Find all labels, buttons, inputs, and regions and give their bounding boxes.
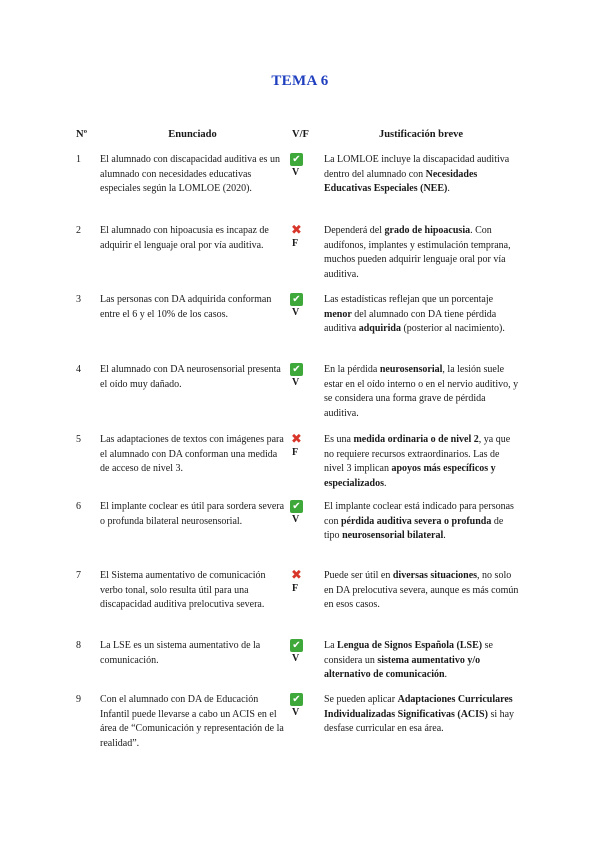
true-false-cell: [290, 693, 312, 721]
statement-text: El Sistema aumentativo de comunicación verbo tonal, solo resulta útil para una discapacidad auditiva prelocutiva severa.: [100, 570, 266, 611]
row-number: 5: [76, 434, 81, 445]
check-mark-icon: ✔: [290, 153, 303, 166]
justification-bold-fragment: Necesidades Educativas Especiales (NEE): [324, 168, 478, 195]
row-number: 7: [76, 570, 81, 581]
statement-text: Con el alumnado con DA de Educación Infantil puede llevarse a cabo un ACIS en el área de “Comunicación y representación de la realidad”.: [100, 694, 284, 749]
answer-letter: V: [292, 514, 300, 525]
true-false-cell: [290, 363, 312, 391]
justification-fragment: .: [447, 183, 450, 195]
row-number: 2: [76, 225, 81, 236]
justification-bold-fragment: neurosensorial bilateral: [342, 530, 444, 542]
row-number: 8: [76, 640, 81, 651]
justification-fragment: Se pueden aplicar: [324, 694, 398, 705]
cross-mark-icon: ✖: [291, 568, 302, 583]
justification-bold-fragment: pérdida auditiva severa o profunda: [340, 515, 492, 527]
justification-text: [324, 693, 520, 737]
check-mark-icon: ✔: [290, 500, 303, 513]
justification-text: [324, 500, 520, 544]
row-number: 6: [76, 501, 81, 512]
answer-letter: V: [292, 377, 300, 388]
check-mark-icon: ✔: [290, 293, 303, 306]
check-mark-icon: ✔: [290, 639, 303, 652]
statement-text: El alumnado con discapacidad auditiva es un alumnado con necesidades educativas especiales según la LOMLOE (2020).: [100, 154, 280, 195]
justification-fragment: .: [384, 477, 387, 489]
answer-letter: V: [292, 307, 300, 318]
check-mark-icon: ✔: [290, 693, 303, 706]
statement-text: El alumnado con DA neurosensorial presenta el oído muy dañado.: [100, 364, 281, 390]
justification-fragment: se considera un: [324, 640, 493, 666]
page-title: TEMA 6: [271, 73, 329, 89]
justification-fragment: Las estadísticas reflejan que un porcentaje: [324, 294, 494, 305]
justification-bold-fragment: diversas situaciones: [392, 570, 478, 581]
justification-bold-fragment: sistema aumentativo y/o alternativo de comunicación: [324, 654, 481, 681]
statement-text: El alumnado con hipoacusia es incapaz de adquirir el lenguaje oral por vía auditiva.: [100, 225, 269, 251]
justification-text: [324, 639, 520, 683]
justification-fragment: si hay desfase curricular en esa área.: [324, 708, 515, 735]
justification-text: [324, 224, 520, 282]
true-false-cell: [290, 569, 312, 597]
statement-text: La LSE es un sistema aumentativo de la comunicación.: [100, 640, 261, 666]
answer-letter: V: [292, 167, 300, 178]
true-false-cell: [290, 293, 312, 321]
header-number: Nº: [76, 129, 88, 140]
justification-fragment: .: [443, 530, 446, 542]
header-true-false: V/F: [292, 129, 309, 140]
justification-fragment: La LOMLOE incluye la discapacidad auditiva dentro del alumnado con: [324, 154, 510, 180]
header-statement: Enunciado: [168, 129, 217, 140]
justification-fragment: Dependerá del: [324, 225, 385, 236]
justification-bold-fragment: Adaptaciones Curriculares Individualizadas Significativas (ACIS): [324, 694, 513, 720]
row-number: 1: [76, 154, 81, 165]
justification-text: [324, 569, 520, 613]
row-number: 9: [76, 694, 81, 705]
justification-fragment: .: [444, 669, 448, 681]
justification-fragment: Es una: [324, 434, 354, 445]
justification-bold-fragment: medida ordinaria o de nivel 2: [353, 434, 479, 445]
justification-bold-fragment: menor: [324, 308, 352, 320]
justification-bold-fragment: neurosensorial: [379, 364, 443, 375]
justification-bold-fragment: grado de hipoacusia: [384, 225, 471, 236]
header-justification: Justificación breve: [378, 129, 464, 140]
justification-text: [324, 433, 520, 491]
justification-text: [324, 153, 520, 197]
justification-fragment: (posterior al nacimiento).: [400, 323, 505, 335]
justification-fragment: de tipo: [324, 515, 504, 542]
justification-bold-fragment: adquirida: [358, 323, 401, 335]
cross-mark-icon: ✖: [291, 223, 302, 238]
justification-bold-fragment: apoyos más específicos y especializados: [324, 463, 496, 489]
true-false-cell: [290, 433, 312, 461]
justification-fragment: , ya que no requiere recursos extraordinarios. Las de nivel 3 implican: [324, 434, 511, 475]
true-false-cell: [290, 153, 312, 181]
justification-bold-fragment: Lengua de Signos Española (LSE): [337, 640, 483, 651]
statement-text: Las adaptaciones de textos con imágenes para el alumnado con DA conforman una medida de acceso de nivel 3.: [100, 434, 284, 475]
justification-text: [324, 363, 520, 421]
justification-fragment: del alumnado con DA tiene pérdida auditiva: [324, 308, 497, 335]
justification-fragment: La: [324, 640, 338, 651]
statement-text: Las personas con DA adquirida conforman entre el 6 y el 10% de los casos.: [100, 294, 272, 320]
answer-letter: F: [292, 583, 299, 594]
answer-letter: F: [292, 238, 299, 249]
justification-fragment: Puede ser útil en: [324, 570, 393, 581]
true-false-cell: [290, 639, 312, 667]
row-number: 3: [76, 294, 81, 305]
justification-text: [324, 293, 520, 337]
true-false-cell: [290, 500, 312, 528]
justification-fragment: . Con audífonos, implantes y estimulación temprana, muchos pueden adquirir lenguaje oral por vía auditiva.: [324, 225, 511, 280]
true-false-cell: [290, 224, 312, 252]
check-mark-icon: ✔: [290, 363, 303, 376]
statement-text: El implante coclear es útil para sordera severa o profunda bilateral neurosensorial.: [100, 501, 285, 527]
justification-fragment: El implante coclear está indicado para personas con: [324, 501, 514, 527]
answer-letter: V: [292, 653, 300, 664]
justification-fragment: , no solo en DA prelocutiva severa, aunque es más común en esos casos.: [324, 570, 519, 611]
justification-fragment: En la pérdida: [324, 364, 380, 375]
justification-fragment: , la lesión suele estar en el oído interno o en el nervio auditivo, y se considera una forma grave de pérdida auditiva.: [324, 364, 519, 419]
answer-letter: V: [292, 707, 300, 718]
answer-letter: F: [292, 447, 299, 458]
row-number: 4: [76, 364, 81, 375]
cross-mark-icon: ✖: [291, 432, 302, 447]
